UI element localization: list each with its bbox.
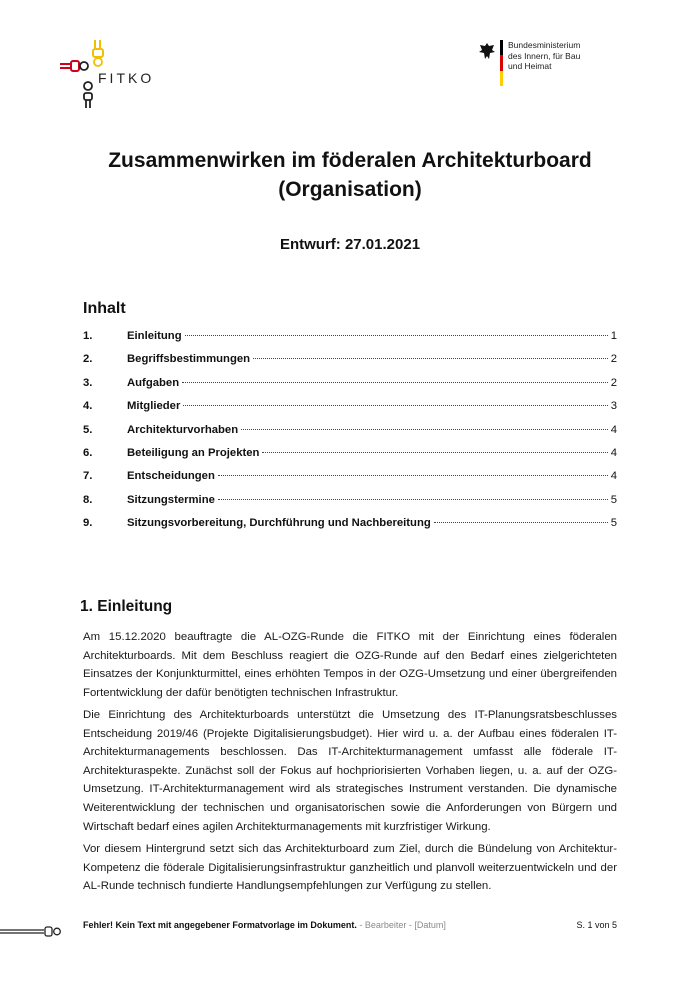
ministry-logo <box>478 40 628 92</box>
toc-entry[interactable]: 8. Sitzungstermine 5 <box>83 493 617 506</box>
federal-eagle-icon <box>478 42 496 60</box>
toc-entry[interactable]: 9. Sitzungsvorbereitung, Durchführung und Nachbereitung 5 <box>83 517 617 530</box>
draft-date: Entwurf: 27.01.2021 <box>279 236 421 253</box>
toc-entry[interactable]: 6. Beteiligung an Projekten 4 <box>83 446 617 459</box>
toc-heading: Inhalt <box>83 300 126 317</box>
toc-entry[interactable]: 5. Architekturvorhaben 4 <box>83 423 617 436</box>
footer-text: Fehler! Kein Text mit angegebener Formatvorlage im Dokument. - Bearbeiter - [Datum] <box>83 920 446 930</box>
fitko-wordmark: FITKO <box>98 70 155 86</box>
footer-plug-icon <box>0 925 64 937</box>
toc-entry[interactable]: 1. Einleitung 1 <box>83 330 617 342</box>
table-of-contents <box>83 330 617 541</box>
toc-entry[interactable]: 7. Entscheidungen 4 <box>83 470 617 483</box>
toc-entry[interactable]: 3. Aufgaben 2 <box>83 376 617 389</box>
paragraph: Vor diesem Hintergrund setzt sich das Architekturboard zum Ziel, durch die Bündelung von Architektur-Kompetenz die föderale Digitalisierungsinfrastruktur ganzheitlich und planvoll weiterzuentwickeln und der AL-Runde technisch fundierte Handlungsempfehlungen zur Verfügung zu stellen. <box>83 843 617 893</box>
toc-entry[interactable]: 4. Mitglieder 3 <box>83 400 617 413</box>
section-heading: 1. Einleitung <box>80 598 173 615</box>
document-title: Zusammenwirken im föderalen Architekturboard (Organisation) <box>108 149 592 201</box>
german-flag-bar <box>500 40 503 86</box>
page-number: S. 1 von 5 <box>576 920 617 930</box>
paragraph: Die Einrichtung des Architekturboards unterstützt die Umsetzung des IT-Planungsratsbeschlusses Entscheidung 2019/46 (Projekte Digitalisierungsbudget). Hier wird u. a. der Aufbau eines föderalen IT-Architekturmanagements beschlossen. Das IT-Architekturmanagement umfasst alle föderale IT-Architekturaspekte. Zunächst soll der Fokus auf hochpriorisierten Vorhaben liegen, u. a. auf der OZG-Umsetzung. IT-Architekturmanagement wird als strategisches Instrument verstanden. Die dynamische Weiterentwicklung der technischen und organisatorischen sowie die Anforderungen von Bürgern und Wirtschaft bedarf eines agilen Architekturmanagements mit kurzfristiger Wirkung. <box>83 709 617 833</box>
toc-entry[interactable]: 2. Begriffsbestimmungen 2 <box>83 353 617 366</box>
ministry-name: Bundesministerium des Innern, für Bau und Heimat <box>508 40 581 71</box>
paragraph: Am 15.12.2020 beauftragte die AL-OZG-Runde die FITKO mit der Einrichtung eines föderalen Architekturboards. Mit dem Beschluss reagiert die OZG-Runde auf den Bedarf eines zielgerichteten Einsatzes der Konjunkturmittel, eines erhöhten Tempos in der OZG-Umsetzung und einer übergreifenden Fortentwicklung der dafür benötigten technischen Infrastruktur. <box>83 631 617 699</box>
